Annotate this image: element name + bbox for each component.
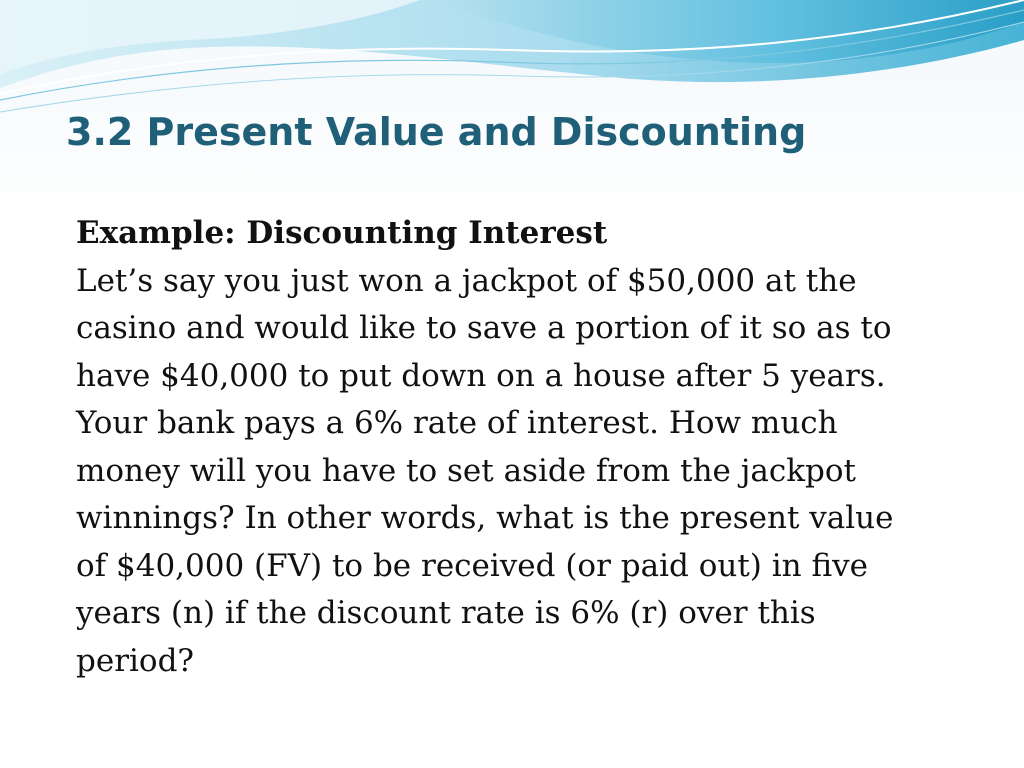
slide-title: 3.2 Present Value and Discounting bbox=[66, 110, 807, 154]
paragraph-line: Your bank pays a 6% rate of interest. How much bbox=[76, 405, 838, 441]
example-paragraph bbox=[76, 258, 976, 686]
paragraph-line: winnings? In other words, what is the present value bbox=[76, 500, 894, 536]
paragraph-line: Let’s say you just won a jackpot of $50,000 at the bbox=[76, 262, 857, 299]
paragraph-line: money will you have to set aside from the jackpot bbox=[76, 452, 856, 489]
paragraph-line: casino and would like to save a portion of it so as to bbox=[76, 310, 892, 346]
slide-body bbox=[76, 210, 976, 685]
paragraph-line: of $40,000 (FV) to be received (or paid out) in five bbox=[76, 547, 869, 584]
paragraph-line: years (n) if the discount rate is 6% (r) over this bbox=[76, 595, 816, 631]
paragraph-line: have $40,000 to put down on a house after 5 years. bbox=[76, 357, 886, 394]
example-heading: Example: Discounting Interest bbox=[76, 215, 608, 251]
paragraph-line: period? bbox=[76, 642, 195, 679]
